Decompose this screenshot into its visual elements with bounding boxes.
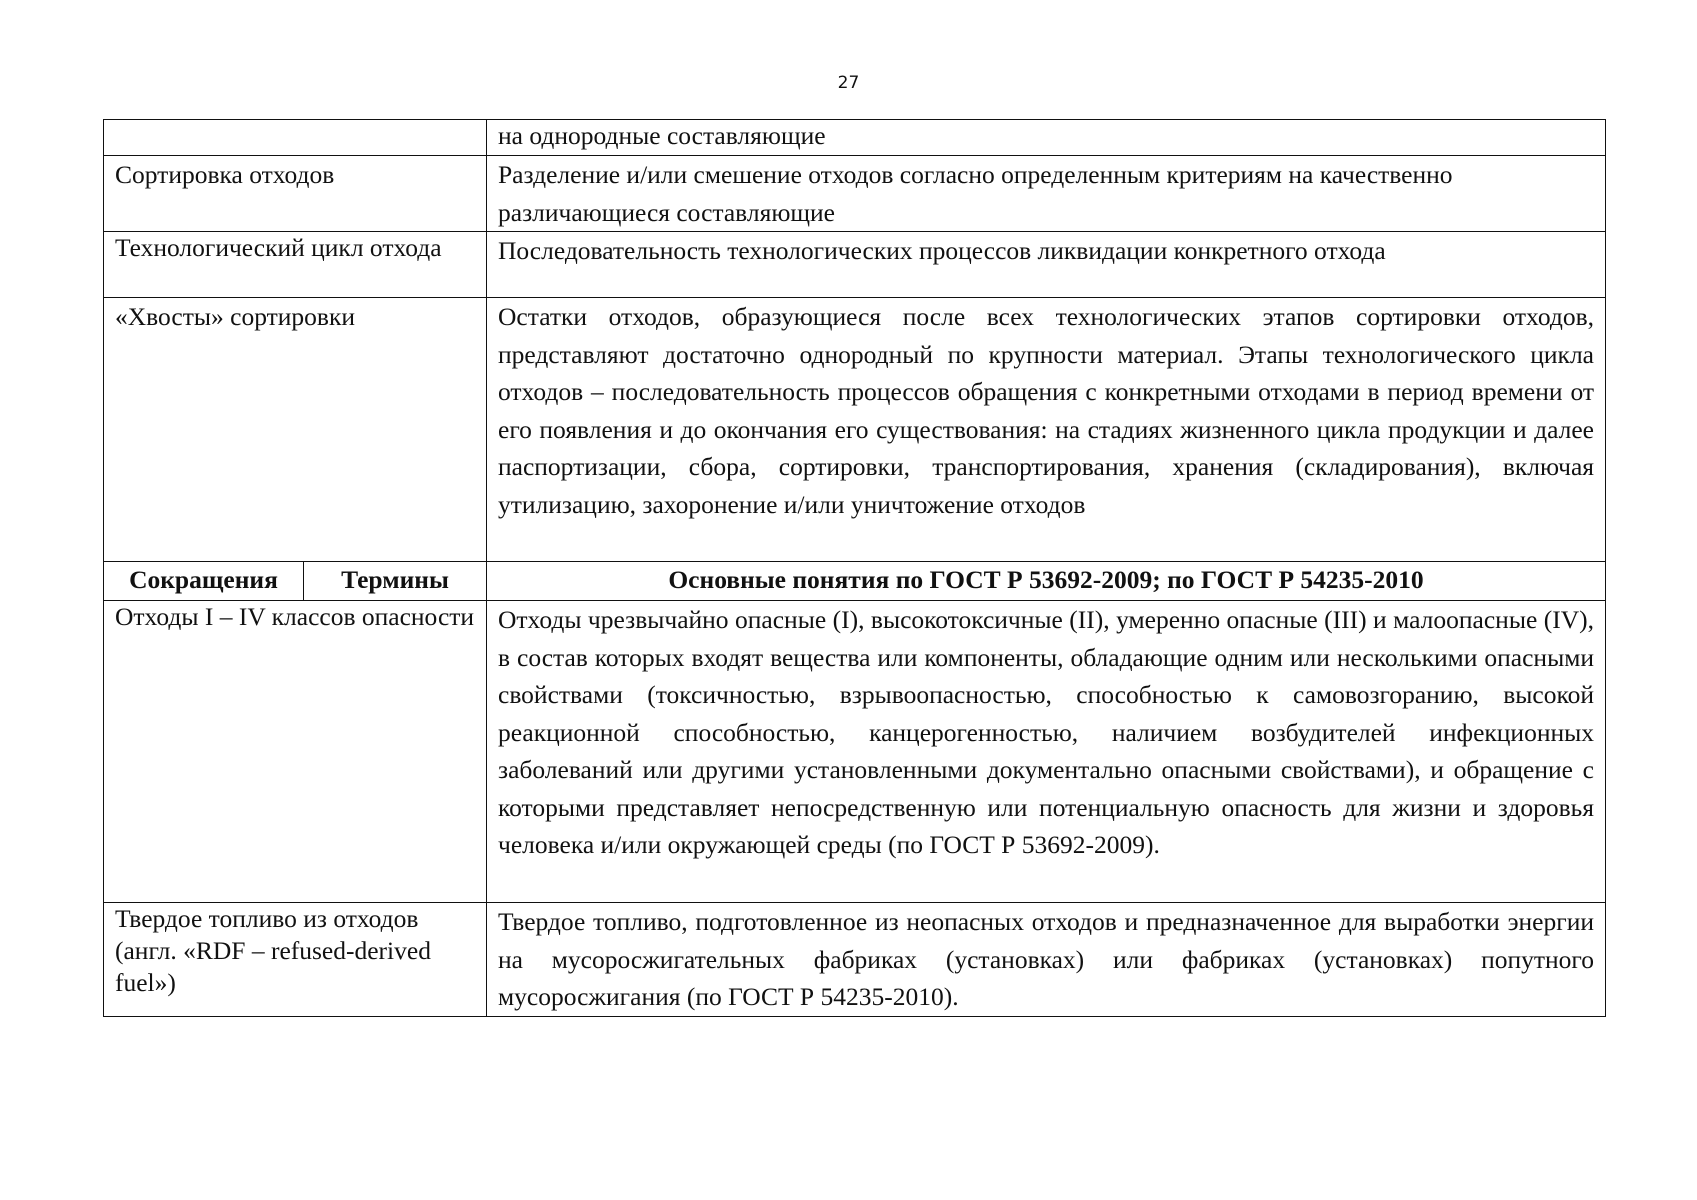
term-cell (104, 120, 487, 156)
header-abbreviations: Сокращения (104, 562, 304, 601)
definition-cell: Разделение и/или смешение отходов согласно определенным критериям на качественно различающиеся составляющие (487, 156, 1606, 232)
header-terms: Термины (304, 562, 487, 601)
term-cell: «Хвосты» сортировки (104, 298, 487, 562)
definition-cell: на однородные составляющие (487, 120, 1606, 156)
term-cell: Твердое топливо из отходов (англ. «RDF – refused-derived fuel») (104, 903, 487, 1017)
term-cell: Сортировка отходов (104, 156, 487, 232)
term-cell: Технологический цикл отхода (104, 232, 487, 298)
table-row (104, 156, 1606, 232)
table-row (104, 120, 1606, 156)
table-row (104, 298, 1606, 562)
definition-cell: Последовательность технологических процессов ликвидации конкретного отхода (487, 232, 1606, 298)
table-row (104, 601, 1606, 903)
definition-cell: Остатки отходов, образующиеся после всех технологических этапов сортировки отходов, представляют достаточно однородный по крупности материал. Этапы технологического цикла отходов – последовательность процессов обращения с конкретными отходами в период времени от его появления и до окончания его существования: на стадиях жизненного цикла продукции и далее паспортизации, сбора, сортировки, транспортирования, хранения (складирования), включая утилизацию, захоронение и/или уничтожение отходов (487, 298, 1606, 562)
terms-table (103, 119, 1606, 1017)
header-concepts: Основные понятия по ГОСТ Р 53692-2009; по ГОСТ Р 54235-2010 (487, 562, 1606, 601)
definition-cell: Отходы чрезвычайно опасные (I), высокотоксичные (II), умеренно опасные (III) и малоопасные (IV), в состав которых входят вещества или компоненты, обладающие одним или несколькими опасными свойствами (токсичностью, взрывоопасностью, способностью к самовозгоранию, высокой реакционной способностью, канцерогенностью, наличием возбудителей инфекционных заболеваний или другими установленными документально опасными свойствами), и обращение с которыми представляет непосредственную или потенциальную опасность для жизни и здоровья человека и/или окружающей среды (по ГОСТ Р 53692-2009). (487, 601, 1606, 903)
page-number: 27 (837, 73, 860, 93)
table-row (104, 232, 1606, 298)
table-row (104, 903, 1606, 1017)
term-cell: Отходы I – IV классов опасности (104, 601, 487, 903)
table-header-row (104, 562, 1606, 601)
definition-cell: Твердое топливо, подготовленное из неопасных отходов и предназначенное для выработки энергии на мусоросжигательных фабриках (установках) или фабриках (установках) попутного мусоросжигания (по ГОСТ Р 54235-2010). (487, 903, 1606, 1017)
